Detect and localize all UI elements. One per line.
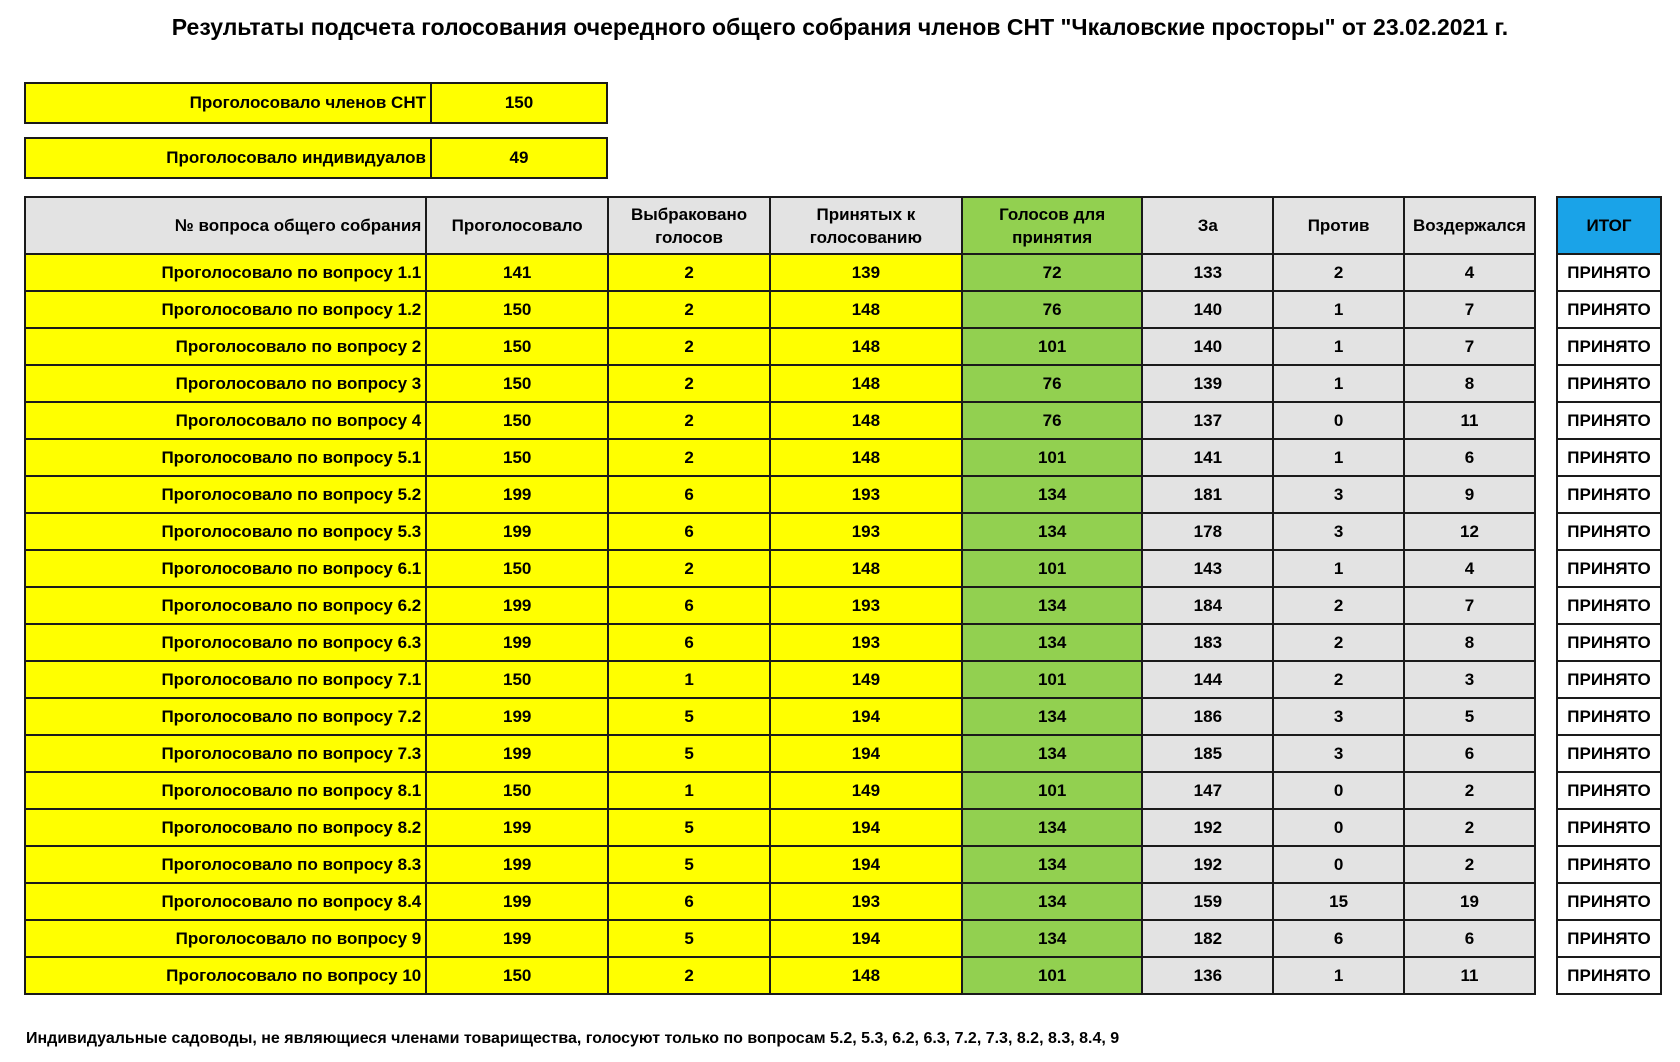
voted-cell: 150 [426, 365, 608, 402]
against-cell: 1 [1273, 957, 1404, 994]
abstained-cell: 9 [1404, 476, 1535, 513]
result-row [1557, 661, 1661, 698]
against-cell: 1 [1273, 439, 1404, 476]
for-cell: 137 [1142, 402, 1273, 439]
accepted-cell: 194 [770, 809, 962, 846]
accepted-cell: 194 [770, 698, 962, 735]
result-row [1557, 328, 1661, 365]
result-row [1557, 365, 1661, 402]
rejected-cell: 6 [608, 883, 770, 920]
for-cell: 181 [1142, 476, 1273, 513]
accepted-cell: 148 [770, 328, 962, 365]
question-cell: Проголосовало по вопросу 2 [25, 328, 426, 365]
question-cell: Проголосовало по вопросу 6.2 [25, 587, 426, 624]
table-row [25, 402, 1535, 439]
result-cell: ПРИНЯТО [1557, 587, 1661, 624]
result-cell: ПРИНЯТО [1557, 846, 1661, 883]
needed-cell: 134 [962, 698, 1143, 735]
table-row [25, 735, 1535, 772]
table-row [25, 883, 1535, 920]
against-cell: 2 [1273, 587, 1404, 624]
result-row [1557, 698, 1661, 735]
needed-cell: 134 [962, 476, 1143, 513]
voted-cell: 150 [426, 772, 608, 809]
table-row [25, 957, 1535, 994]
result-cell: ПРИНЯТО [1557, 365, 1661, 402]
rejected-cell: 5 [608, 809, 770, 846]
header-abstained: Воздержался [1404, 197, 1535, 254]
header-for: За [1142, 197, 1273, 254]
question-cell: Проголосовало по вопросу 6.1 [25, 550, 426, 587]
accepted-cell: 148 [770, 550, 962, 587]
result-row [1557, 920, 1661, 957]
voted-cell: 141 [426, 254, 608, 291]
header-voted: Проголосовало [426, 197, 608, 254]
against-cell: 0 [1273, 846, 1404, 883]
table-row [25, 809, 1535, 846]
rejected-cell: 6 [608, 476, 770, 513]
against-cell: 3 [1273, 735, 1404, 772]
members-label: Проголосовало членов СНТ [25, 83, 431, 123]
result-cell: ПРИНЯТО [1557, 254, 1661, 291]
abstained-cell: 8 [1404, 365, 1535, 402]
against-cell: 1 [1273, 365, 1404, 402]
rejected-cell: 5 [608, 698, 770, 735]
result-body [1557, 254, 1661, 994]
for-cell: 178 [1142, 513, 1273, 550]
needed-cell: 134 [962, 846, 1143, 883]
accepted-cell: 193 [770, 476, 962, 513]
against-cell: 2 [1273, 624, 1404, 661]
needed-cell: 101 [962, 772, 1143, 809]
footnote: Индивидуальные садоводы, не являющиеся членами товарищества, голосуют только по вопросам 5.2, 5.3, 6.2, 6.3, 7.2, 7.3, 8.2, 8.3, 8.4, 9 [26, 1030, 1120, 1047]
for-cell: 183 [1142, 624, 1273, 661]
abstained-cell: 11 [1404, 957, 1535, 994]
voted-cell: 199 [426, 846, 608, 883]
needed-cell: 76 [962, 291, 1143, 328]
rejected-cell: 2 [608, 254, 770, 291]
needed-cell: 101 [962, 439, 1143, 476]
for-cell: 182 [1142, 920, 1273, 957]
accepted-cell: 148 [770, 439, 962, 476]
needed-cell: 76 [962, 402, 1143, 439]
voted-cell: 150 [426, 402, 608, 439]
rejected-cell: 2 [608, 550, 770, 587]
abstained-cell: 6 [1404, 735, 1535, 772]
results-body [25, 254, 1535, 994]
result-row [1557, 587, 1661, 624]
summary-members-table [24, 82, 608, 124]
result-cell: ПРИНЯТО [1557, 920, 1661, 957]
question-cell: Проголосовало по вопросу 1.1 [25, 254, 426, 291]
table-row [25, 587, 1535, 624]
abstained-cell: 4 [1404, 550, 1535, 587]
table-row [25, 550, 1535, 587]
question-cell: Проголосовало по вопросу 7.1 [25, 661, 426, 698]
result-cell: ПРИНЯТО [1557, 661, 1661, 698]
result-cell: ПРИНЯТО [1557, 550, 1661, 587]
accepted-cell: 193 [770, 513, 962, 550]
voted-cell: 199 [426, 809, 608, 846]
rejected-cell: 2 [608, 439, 770, 476]
result-cell: ПРИНЯТО [1557, 883, 1661, 920]
accepted-cell: 194 [770, 735, 962, 772]
question-cell: Проголосовало по вопросу 6.3 [25, 624, 426, 661]
voted-cell: 199 [426, 587, 608, 624]
voted-cell: 150 [426, 957, 608, 994]
rejected-cell: 5 [608, 846, 770, 883]
needed-cell: 72 [962, 254, 1143, 291]
abstained-cell: 3 [1404, 661, 1535, 698]
page-title: Результаты подсчета голосования очередного общего собрания членов СНТ "Чкаловские просторы" от 23.02.2021 г. [171, 14, 1509, 40]
table-row [25, 439, 1535, 476]
question-cell: Проголосовало по вопросу 5.3 [25, 513, 426, 550]
needed-cell: 134 [962, 513, 1143, 550]
against-cell: 2 [1273, 254, 1404, 291]
rejected-cell: 1 [608, 661, 770, 698]
question-cell: Проголосовало по вопросу 7.3 [25, 735, 426, 772]
question-cell: Проголосовало по вопросу 1.2 [25, 291, 426, 328]
result-row [1557, 439, 1661, 476]
individuals-label: Проголосовало индивидуалов [25, 138, 431, 178]
against-cell: 3 [1273, 476, 1404, 513]
needed-cell: 134 [962, 624, 1143, 661]
needed-cell: 134 [962, 883, 1143, 920]
summary-individuals-table [24, 137, 608, 179]
question-cell: Проголосовало по вопросу 8.4 [25, 883, 426, 920]
abstained-cell: 7 [1404, 328, 1535, 365]
table-row [25, 254, 1535, 291]
for-cell: 147 [1142, 772, 1273, 809]
result-row [1557, 476, 1661, 513]
voted-cell: 150 [426, 291, 608, 328]
rejected-cell: 2 [608, 291, 770, 328]
against-cell: 3 [1273, 698, 1404, 735]
result-cell: ПРИНЯТО [1557, 772, 1661, 809]
summary-individuals-row [25, 138, 607, 178]
result-row [1557, 550, 1661, 587]
against-cell: 0 [1273, 772, 1404, 809]
result-table [1556, 196, 1662, 995]
abstained-cell: 5 [1404, 698, 1535, 735]
accepted-cell: 149 [770, 661, 962, 698]
question-cell: Проголосовало по вопросу 9 [25, 920, 426, 957]
abstained-cell: 4 [1404, 254, 1535, 291]
for-cell: 185 [1142, 735, 1273, 772]
for-cell: 140 [1142, 291, 1273, 328]
table-row [25, 661, 1535, 698]
header-against: Против [1273, 197, 1404, 254]
result-cell: ПРИНЯТО [1557, 735, 1661, 772]
result-row [1557, 513, 1661, 550]
against-cell: 0 [1273, 402, 1404, 439]
accepted-cell: 194 [770, 920, 962, 957]
for-cell: 140 [1142, 328, 1273, 365]
for-cell: 186 [1142, 698, 1273, 735]
rejected-cell: 6 [608, 587, 770, 624]
needed-cell: 101 [962, 328, 1143, 365]
for-cell: 133 [1142, 254, 1273, 291]
header-question: № вопроса общего собрания [25, 197, 426, 254]
needed-cell: 101 [962, 550, 1143, 587]
result-cell: ПРИНЯТО [1557, 328, 1661, 365]
table-row [25, 365, 1535, 402]
abstained-cell: 7 [1404, 587, 1535, 624]
abstained-cell: 11 [1404, 402, 1535, 439]
voted-cell: 150 [426, 439, 608, 476]
abstained-cell: 6 [1404, 920, 1535, 957]
for-cell: 143 [1142, 550, 1273, 587]
header-result: ИТОГ [1557, 197, 1661, 254]
table-row [25, 698, 1535, 735]
result-cell: ПРИНЯТО [1557, 291, 1661, 328]
table-row [25, 624, 1535, 661]
table-row [25, 920, 1535, 957]
needed-cell: 101 [962, 661, 1143, 698]
accepted-cell: 194 [770, 846, 962, 883]
question-cell: Проголосовало по вопросу 5.1 [25, 439, 426, 476]
summary-members-row [25, 83, 607, 123]
result-cell: ПРИНЯТО [1557, 698, 1661, 735]
question-cell: Проголосовало по вопросу 10 [25, 957, 426, 994]
voted-cell: 199 [426, 920, 608, 957]
abstained-cell: 7 [1404, 291, 1535, 328]
against-cell: 15 [1273, 883, 1404, 920]
header-needed: Голосов для принятия [962, 197, 1143, 254]
voted-cell: 199 [426, 513, 608, 550]
abstained-cell: 2 [1404, 846, 1535, 883]
for-cell: 136 [1142, 957, 1273, 994]
question-cell: Проголосовало по вопросу 7.2 [25, 698, 426, 735]
accepted-cell: 193 [770, 587, 962, 624]
result-cell: ПРИНЯТО [1557, 439, 1661, 476]
question-cell: Проголосовало по вопросу 8.1 [25, 772, 426, 809]
result-cell: ПРИНЯТО [1557, 809, 1661, 846]
abstained-cell: 2 [1404, 772, 1535, 809]
table-row [25, 513, 1535, 550]
against-cell: 2 [1273, 661, 1404, 698]
table-row [25, 328, 1535, 365]
header-accepted: Принятых к голосованию [770, 197, 962, 254]
result-cell: ПРИНЯТО [1557, 957, 1661, 994]
for-cell: 144 [1142, 661, 1273, 698]
result-row [1557, 809, 1661, 846]
against-cell: 3 [1273, 513, 1404, 550]
result-cell: ПРИНЯТО [1557, 402, 1661, 439]
rejected-cell: 5 [608, 920, 770, 957]
result-cell: ПРИНЯТО [1557, 476, 1661, 513]
against-cell: 0 [1273, 809, 1404, 846]
result-row [1557, 624, 1661, 661]
abstained-cell: 2 [1404, 809, 1535, 846]
voted-cell: 199 [426, 476, 608, 513]
accepted-cell: 148 [770, 957, 962, 994]
accepted-cell: 139 [770, 254, 962, 291]
needed-cell: 134 [962, 920, 1143, 957]
needed-cell: 134 [962, 809, 1143, 846]
question-cell: Проголосовало по вопросу 8.2 [25, 809, 426, 846]
abstained-cell: 19 [1404, 883, 1535, 920]
header-rejected: Выбраковано голосов [608, 197, 770, 254]
rejected-cell: 2 [608, 365, 770, 402]
rejected-cell: 1 [608, 772, 770, 809]
result-row [1557, 291, 1661, 328]
individuals-value: 49 [431, 138, 607, 178]
voted-cell: 199 [426, 698, 608, 735]
for-cell: 159 [1142, 883, 1273, 920]
rejected-cell: 2 [608, 402, 770, 439]
rejected-cell: 2 [608, 328, 770, 365]
needed-cell: 134 [962, 735, 1143, 772]
against-cell: 1 [1273, 291, 1404, 328]
needed-cell: 101 [962, 957, 1143, 994]
for-cell: 139 [1142, 365, 1273, 402]
against-cell: 1 [1273, 328, 1404, 365]
accepted-cell: 148 [770, 402, 962, 439]
result-row [1557, 846, 1661, 883]
result-row [1557, 957, 1661, 994]
rejected-cell: 2 [608, 957, 770, 994]
abstained-cell: 12 [1404, 513, 1535, 550]
needed-cell: 76 [962, 365, 1143, 402]
table-row [25, 476, 1535, 513]
question-cell: Проголосовало по вопросу 4 [25, 402, 426, 439]
voted-cell: 199 [426, 624, 608, 661]
result-row [1557, 735, 1661, 772]
question-cell: Проголосовало по вопросу 3 [25, 365, 426, 402]
results-header-row [25, 197, 1535, 254]
accepted-cell: 148 [770, 291, 962, 328]
result-row [1557, 254, 1661, 291]
result-cell: ПРИНЯТО [1557, 513, 1661, 550]
accepted-cell: 193 [770, 883, 962, 920]
for-cell: 192 [1142, 809, 1273, 846]
question-cell: Проголосовало по вопросу 8.3 [25, 846, 426, 883]
abstained-cell: 6 [1404, 439, 1535, 476]
rejected-cell: 6 [608, 624, 770, 661]
voted-cell: 150 [426, 328, 608, 365]
result-row [1557, 402, 1661, 439]
accepted-cell: 193 [770, 624, 962, 661]
accepted-cell: 149 [770, 772, 962, 809]
results-table [24, 196, 1536, 995]
result-header-row [1557, 197, 1661, 254]
table-row [25, 846, 1535, 883]
question-cell: Проголосовало по вопросу 5.2 [25, 476, 426, 513]
against-cell: 6 [1273, 920, 1404, 957]
abstained-cell: 8 [1404, 624, 1535, 661]
voted-cell: 199 [426, 735, 608, 772]
result-row [1557, 772, 1661, 809]
for-cell: 184 [1142, 587, 1273, 624]
voted-cell: 199 [426, 883, 608, 920]
rejected-cell: 6 [608, 513, 770, 550]
voted-cell: 150 [426, 661, 608, 698]
accepted-cell: 148 [770, 365, 962, 402]
result-row [1557, 883, 1661, 920]
rejected-cell: 5 [608, 735, 770, 772]
voted-cell: 150 [426, 550, 608, 587]
for-cell: 141 [1142, 439, 1273, 476]
against-cell: 1 [1273, 550, 1404, 587]
for-cell: 192 [1142, 846, 1273, 883]
table-row [25, 772, 1535, 809]
members-value: 150 [431, 83, 607, 123]
table-row [25, 291, 1535, 328]
result-cell: ПРИНЯТО [1557, 624, 1661, 661]
needed-cell: 134 [962, 587, 1143, 624]
